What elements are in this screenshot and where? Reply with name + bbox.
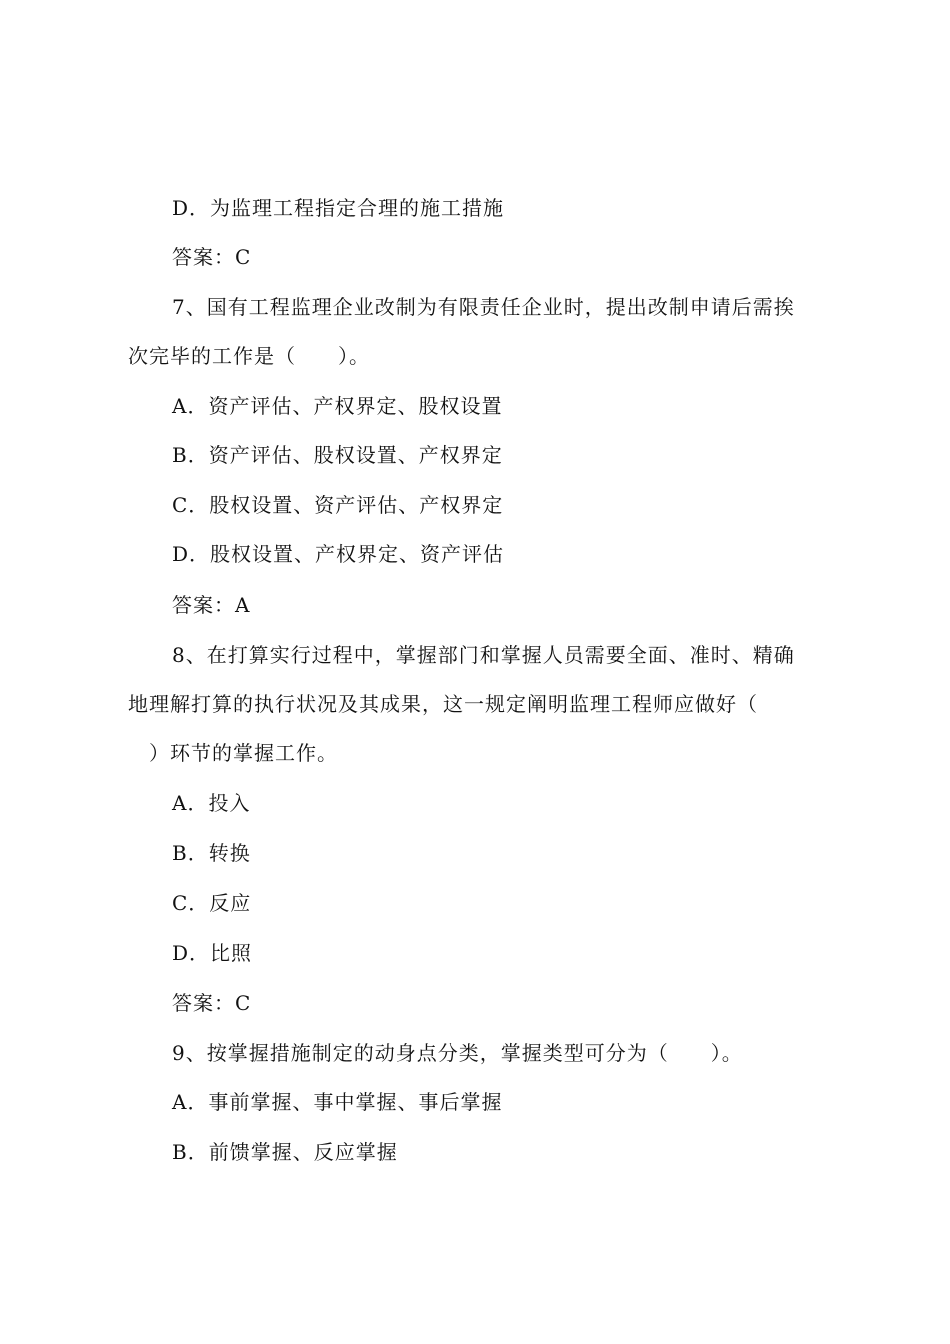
- q7-question-line-1: 7、国有工程监理企业改制为有限责任企业时，提出改制申请后需挨: [172, 295, 795, 319]
- q8-question-line-2: 地理解打算的执行状况及其成果，这一规定阐明监理工程师应做好（: [128, 692, 758, 716]
- q7-option-b: B．资产评估、股权设置、产权界定: [172, 443, 503, 467]
- q7-option-a: A．资产评估、产权界定、股权设置: [172, 394, 503, 418]
- q8-question-line-3: ）环节的掌握工作。: [128, 741, 338, 765]
- q7-question-line-2: 次完毕的工作是（ ）。: [128, 344, 370, 368]
- q7-answer: 答案：A: [172, 593, 251, 617]
- q8-option-a: A．投入: [172, 791, 251, 815]
- q6-option-d: D．为监理工程指定合理的施工措施: [172, 196, 505, 220]
- q8-option-b: B．转换: [172, 841, 251, 865]
- q8-answer: 答案：C: [172, 991, 252, 1015]
- q7-option-c: C．股权设置、资产评估、产权界定: [172, 493, 504, 517]
- q9-question-line-1: 9、按掌握措施制定的动身点分类，掌握类型可分为（ ）。: [172, 1041, 743, 1065]
- q9-option-a: A．事前掌握、事中掌握、事后掌握: [172, 1090, 503, 1114]
- q8-option-c: C．反应: [172, 891, 252, 915]
- q7-option-d: D．股权设置、产权界定、资产评估: [172, 542, 505, 566]
- q8-question-line-1: 8、在打算实行过程中，掌握部门和掌握人员需要全面、准时、精确: [172, 643, 795, 667]
- q6-answer: 答案：C: [172, 245, 252, 269]
- q8-option-d: D．比照: [172, 941, 253, 965]
- q9-option-b: B．前馈掌握、反应掌握: [172, 1140, 398, 1164]
